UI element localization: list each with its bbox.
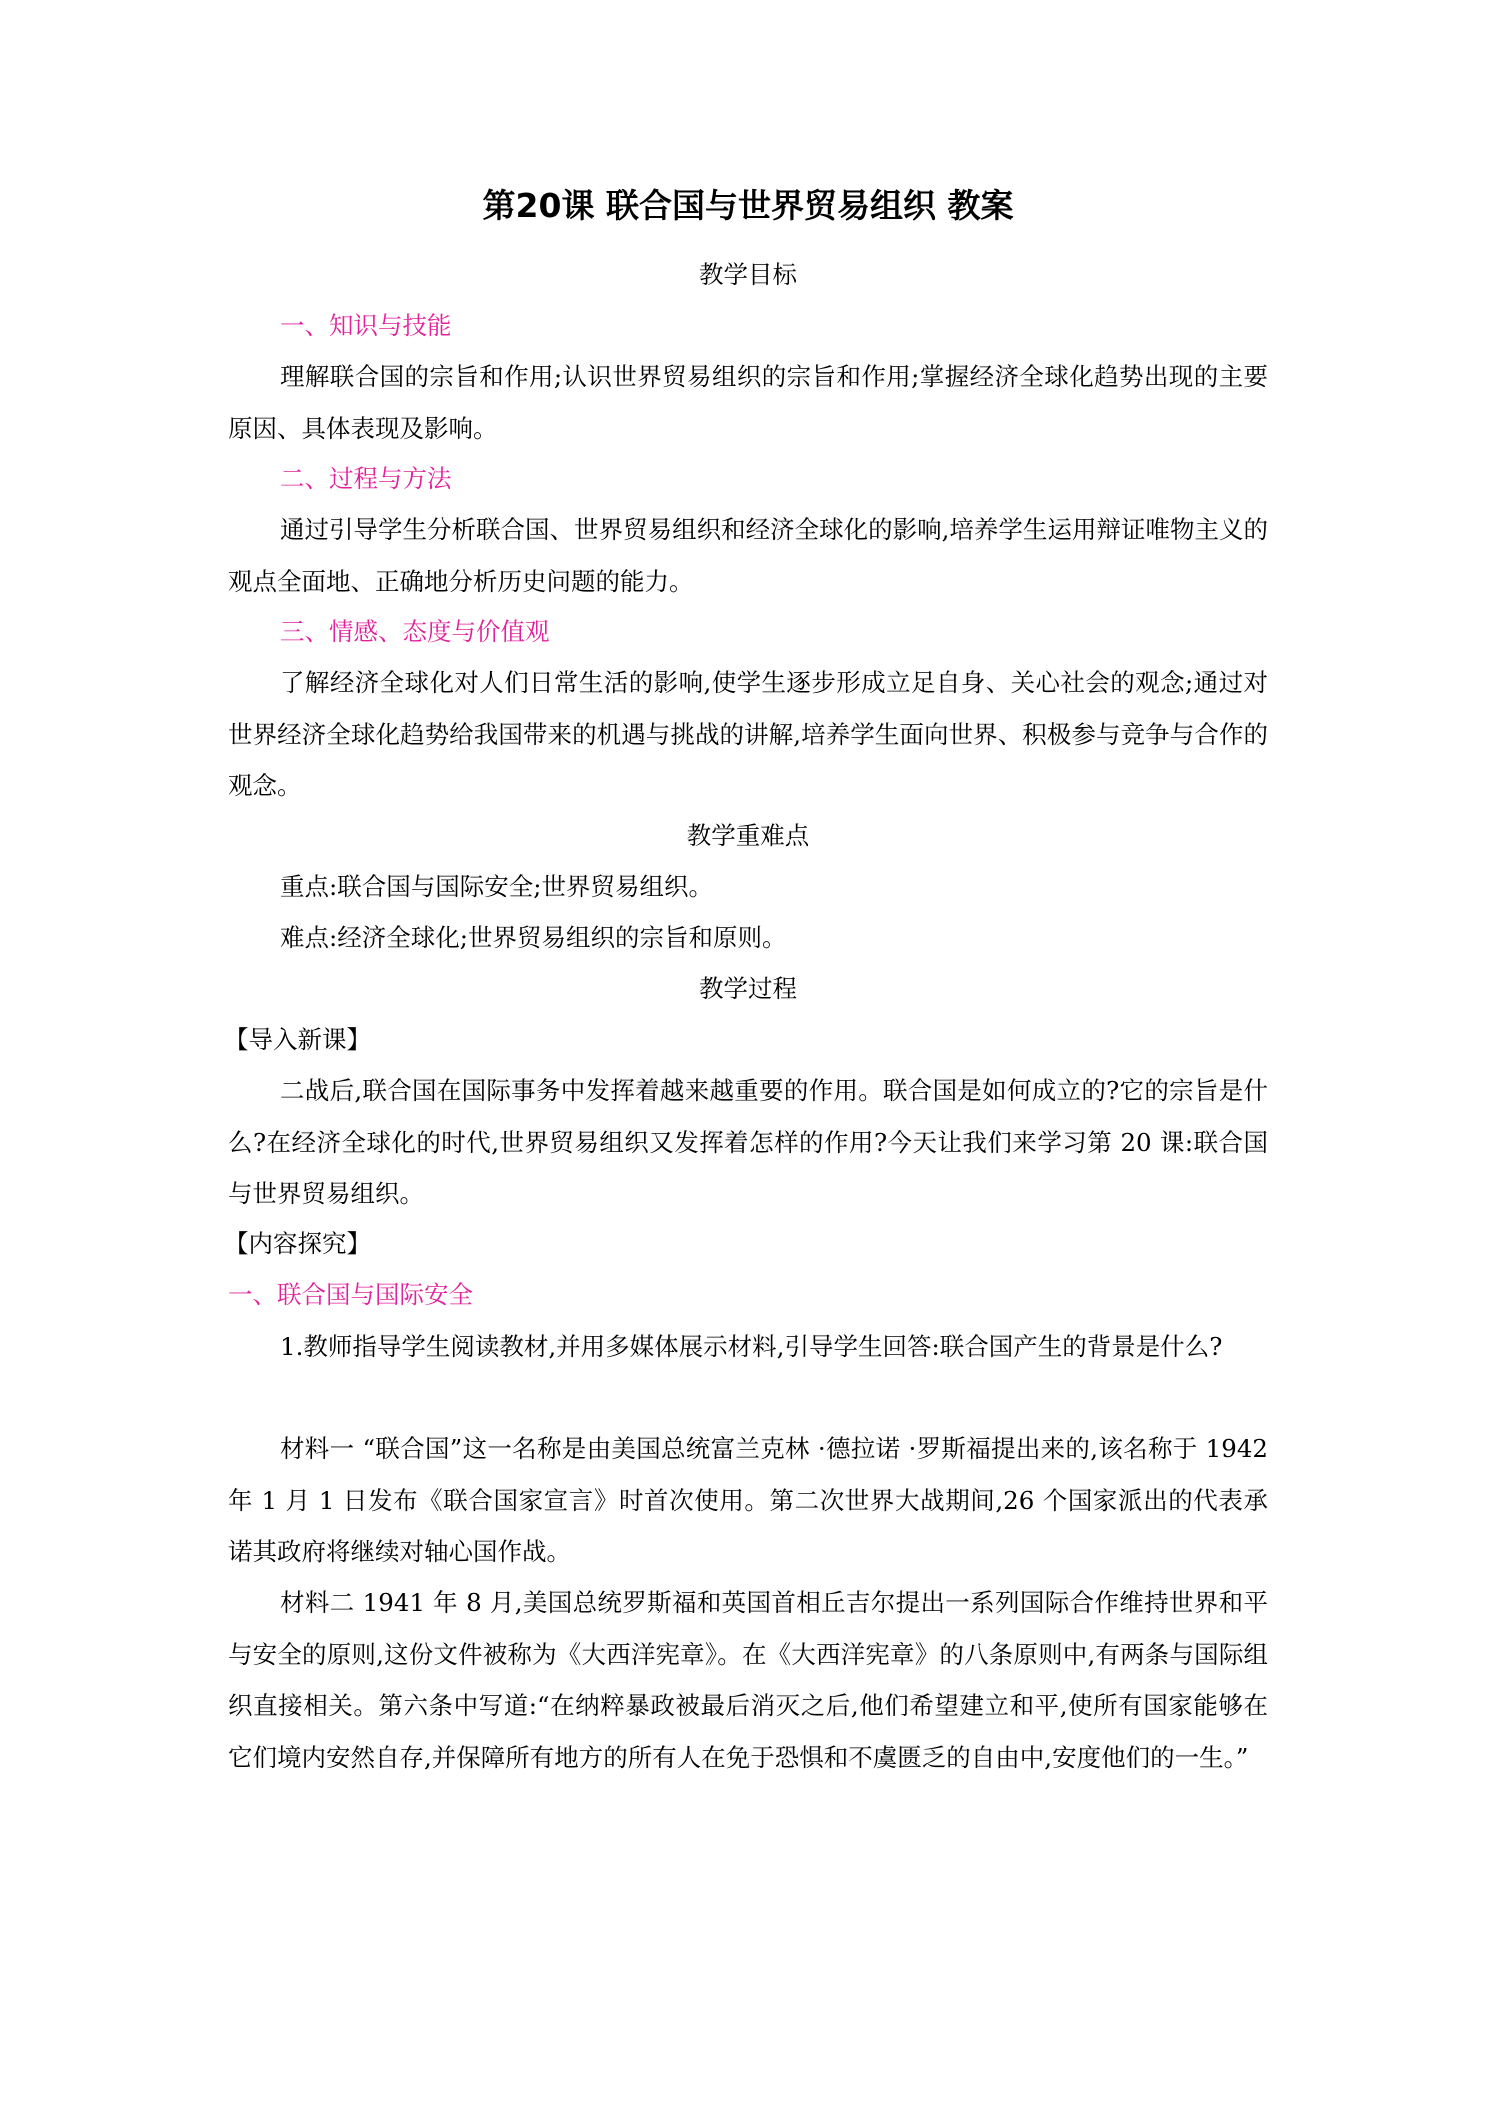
material-2-paragraph: 材料二 1941 年 8 月,美国总统罗斯福和英国首相丘吉尔提出一系列国际合作维持世界和平与安全的原则,这份文件被称为《大西洋宪章》。在《大西洋宪章》的八条原则中,有两条与国际组织直接相关。第六条中写道:“在纳粹暴政被最后消灭之后,他们希望建立和平,使所有国家能够在它们境内安然自存,并保障所有地方的所有人在免于恐惧和不虞匮乏的自由中,安度他们的一生。” [228,1588,1268,1772]
key-point: 重点:联合国与国际安全;世界贸易组织。 [280,872,714,901]
process-paragraph: 通过引导学生分析联合国、世界贸易组织和经济全球化的影响,培养学生运用辩证唯物主义的观点全面地、正确地分析历史问题的能力。 [228,515,1268,596]
page-title: 第20课 联合国与世界贸易组织 教案 [482,186,1014,225]
question-1-paragraph: 1.教师指导学生阅读教材,并用多媒体展示材料,引导学生回答:联合国产生的背景是什么? [280,1332,1223,1361]
objectives-heading: 教学目标 [699,260,797,289]
intro-label: 【导入新课】 [224,1025,371,1054]
emotion-paragraph: 了解经济全球化对人们日常生活的影响,使学生逐步形成立足自身、关心社会的观念;通过对世界经济全球化趋势给我国带来的机遇与挑战的讲解,培养学生面向世界、积极参与竞争与合作的观念。 [228,668,1268,800]
difficult-point: 难点:经济全球化;世界贸易组织的宗旨和原则。 [280,923,787,952]
emotion-heading: 三、情感、态度与价值观 [280,617,550,646]
un-security-heading: 一、联合国与国际安全 [228,1280,473,1309]
intro-paragraph: 二战后,联合国在国际事务中发挥着越来越重要的作用。联合国是如何成立的?它的宗旨是什么?在经济全球化的时代,世界贸易组织又发挥着怎样的作用?今天让我们来学习第 20 课:联合国与世界贸易组织。 [228,1076,1268,1208]
material-1-paragraph: 材料一 “联合国”这一名称是由美国总统富兰克林 ·德拉诺 ·罗斯福提出来的,该名称于 1942 年 1 月 1 日发布《联合国家宣言》时首次使用。第二次世界大战期间,26 个国家派出的代表承诺其政府将继续对轴心国作战。 [228,1434,1268,1566]
knowledge-paragraph: 理解联合国的宗旨和作用;认识世界贸易组织的宗旨和作用;掌握经济全球化趋势出现的主要原因、具体表现及影响。 [228,362,1268,443]
explore-label: 【内容探究】 [224,1229,371,1258]
knowledge-heading: 一、知识与技能 [280,311,452,340]
process-heading: 二、过程与方法 [280,464,452,493]
key-difficult-heading: 教学重难点 [686,821,810,850]
teaching-process-heading: 教学过程 [699,974,797,1003]
